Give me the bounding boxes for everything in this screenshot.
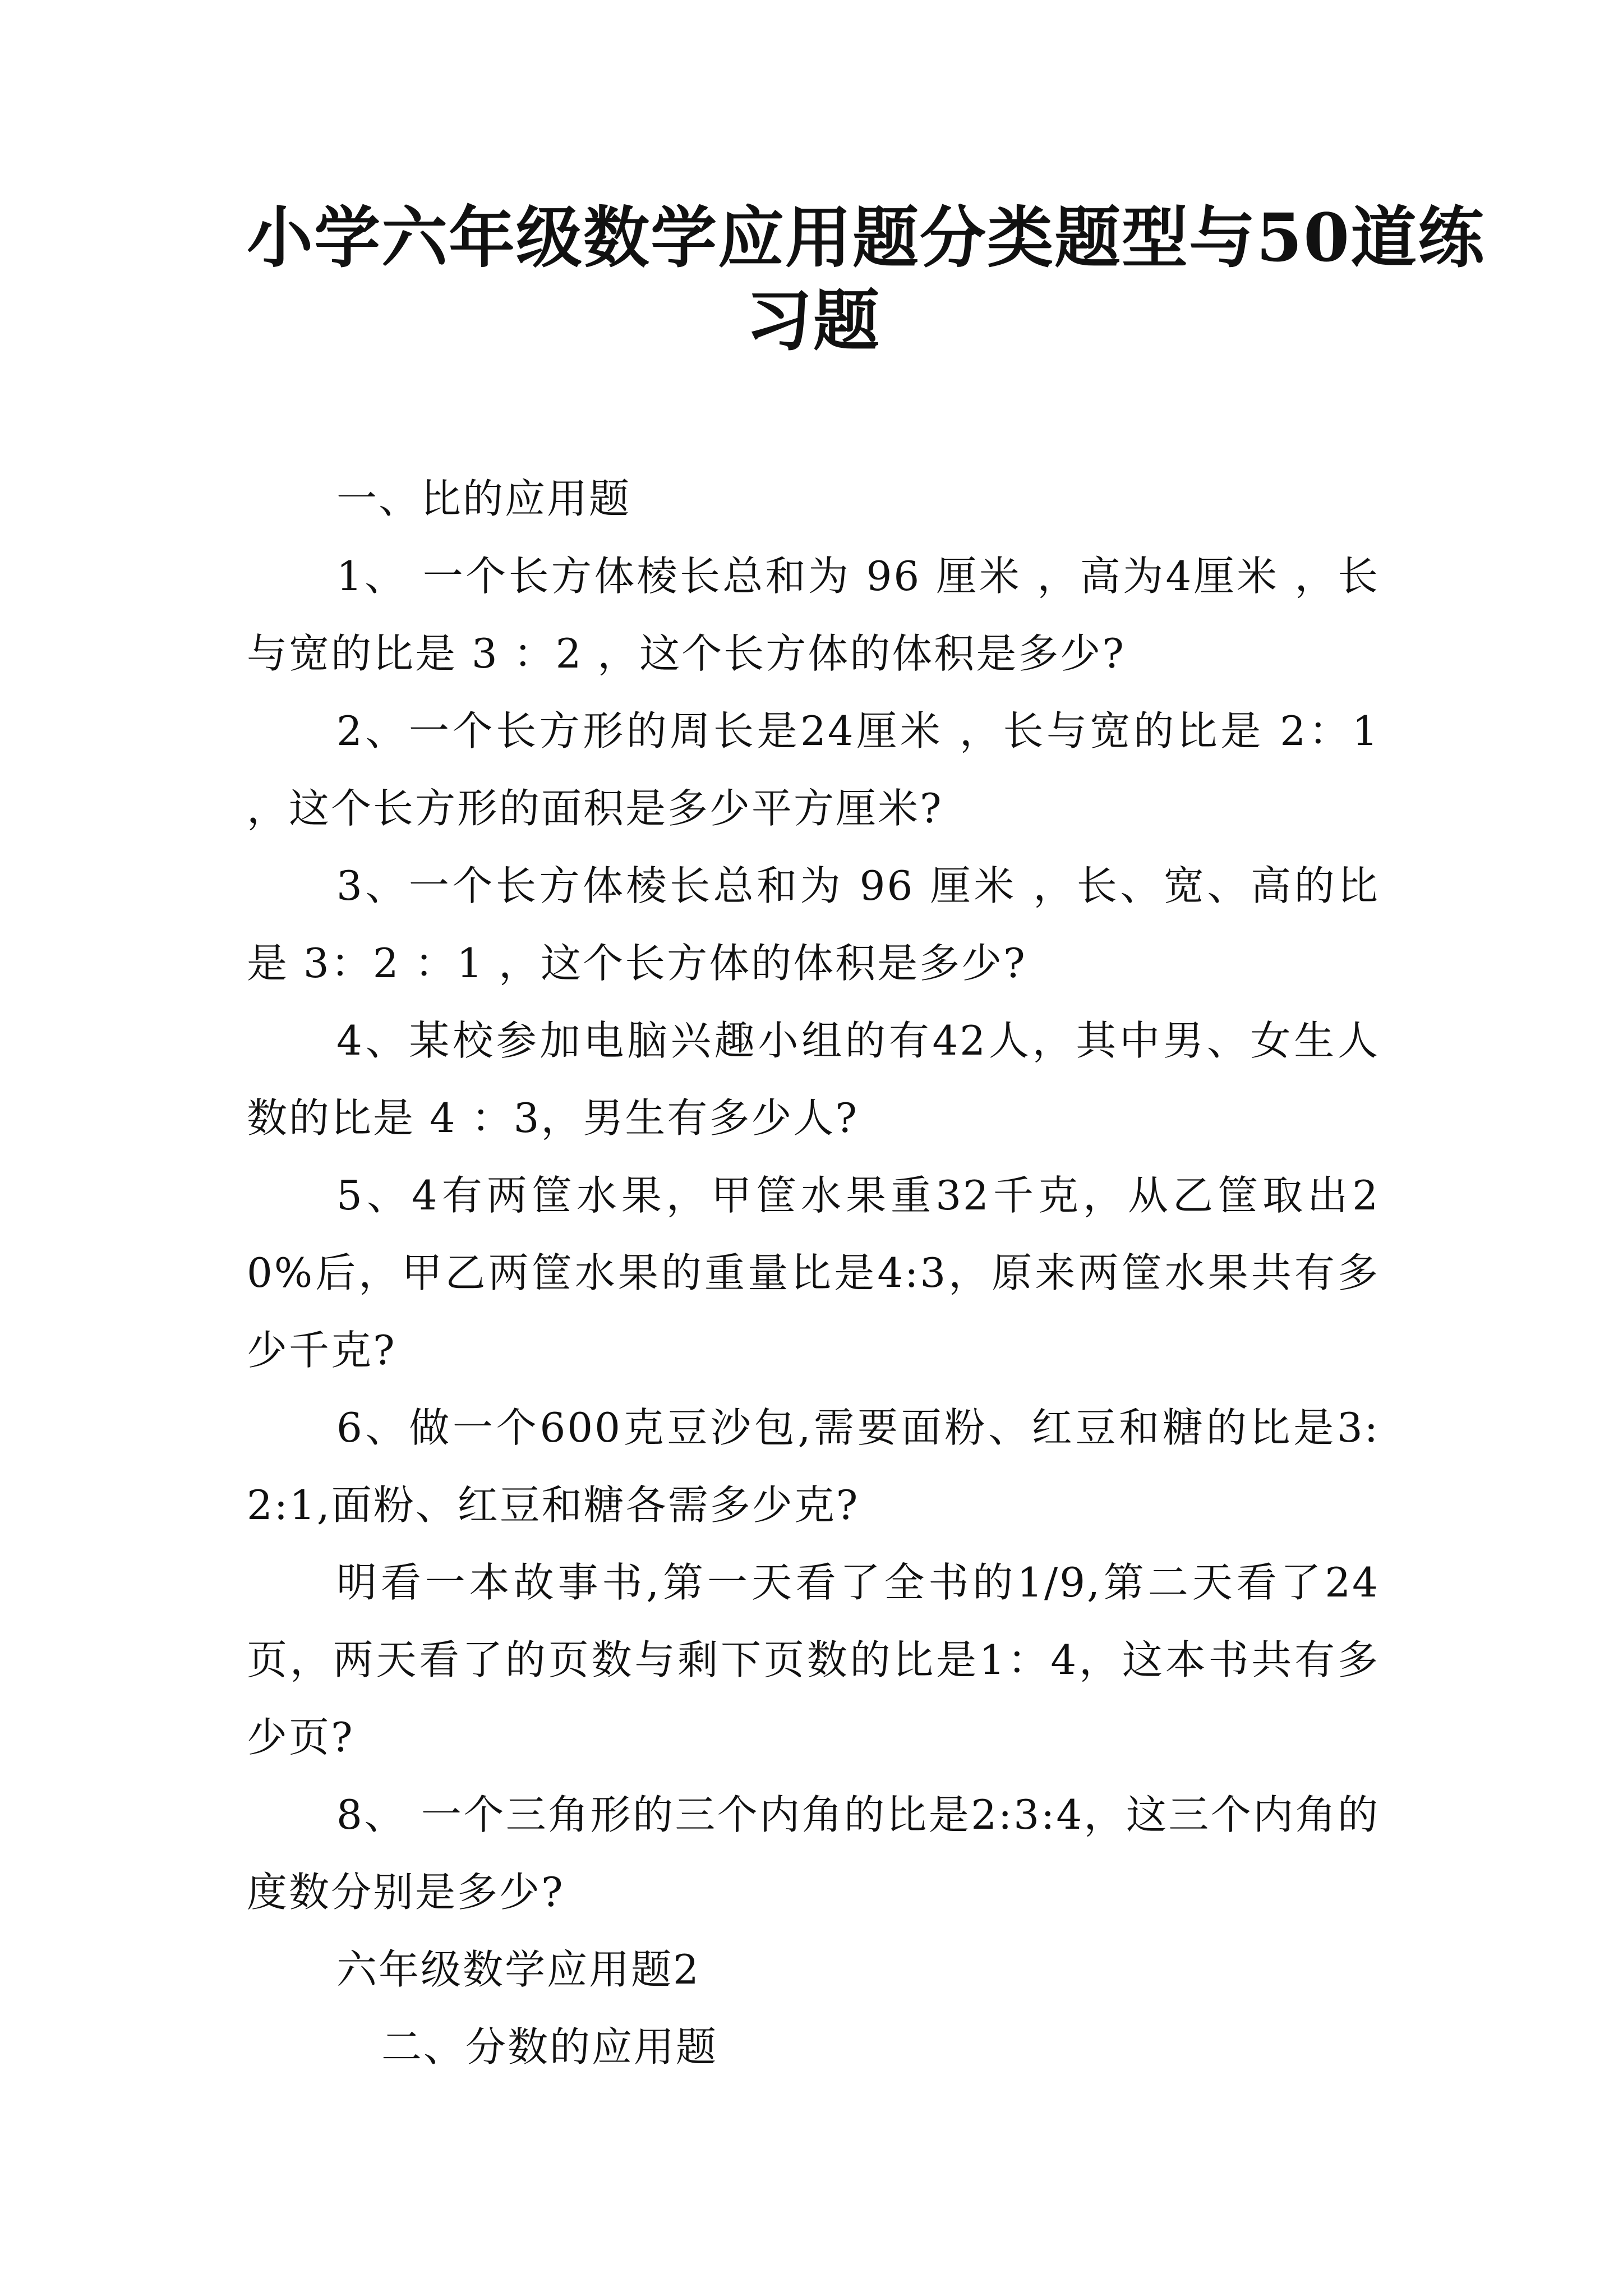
section-heading-fraction: 二、分数的应用题 xyxy=(381,2023,718,2070)
document-body xyxy=(247,460,1380,2086)
title-line-2: 习题 xyxy=(745,282,880,360)
question-5: 5、4有两筐水果，甲筐水果重32千克，从乙筐取出20%后，甲乙两筐水果的重量比是4:3，原来两筐水果共有多少千克? xyxy=(247,1172,1380,1374)
question-6: 6、做一个600克豆沙包,需要面粉、红豆和糖的比是3:2:1,面粉、红豆和糖各需多少克? xyxy=(247,1404,1380,1529)
document-title xyxy=(247,196,1486,362)
title-line-1: 小学六年级数学应用题分类题型与50道练 xyxy=(247,199,1486,277)
section-heading-ratio: 一、比的应用题 xyxy=(336,475,631,522)
question-4: 4、某校参加电脑兴趣小组的有42人，其中男、女生人数的比是 4 ：3，男生有多少人? xyxy=(247,1017,1380,1142)
question-1: 1、 一个长方体棱长总和为 96 厘米 ，高为4厘米 ，长与宽的比是 3 ：2 ，这个长方体的体积是多少? xyxy=(247,553,1380,677)
subheading-grade6: 六年级数学应用题2 xyxy=(336,1946,700,1993)
question-3: 3、一个长方体棱长总和为 96 厘米 ，长、宽、高的比是 3：2 ：1 ，这个长方体的体积是多少? xyxy=(247,862,1380,987)
question-7: 明看一本故事书,第一天看了全书的1/9,第二天看了24页，两天看了的页数与剩下页数的比是1：4，这本书共有多少页? xyxy=(247,1559,1380,1761)
question-2: 2、一个长方形的周长是24厘米 ，长与宽的比是 2：1 ，这个长方形的面积是多少平方厘米? xyxy=(247,707,1380,832)
question-8: 8、 一个三角形的三个内角的比是2:3:4，这三个内角的度数分别是多少? xyxy=(247,1791,1380,1916)
